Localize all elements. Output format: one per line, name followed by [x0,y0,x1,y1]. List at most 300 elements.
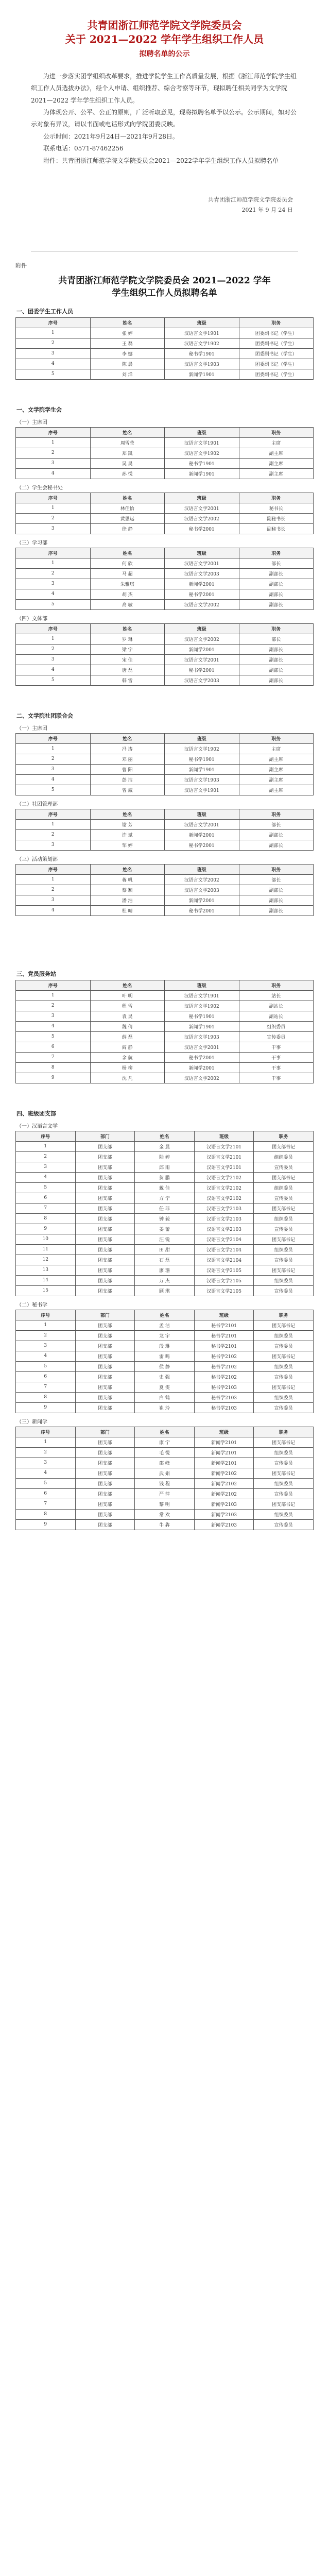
table-cell: 宣传委员 [254,1519,314,1530]
table-cell: 组织委员 [254,1478,314,1488]
table-cell: 雷 鸣 [135,1351,195,1361]
table-header-row [16,1131,314,1141]
table-cell: 团支部 [75,1172,135,1182]
table-cell: 5 [16,1182,76,1193]
table-cell: 副主席 [239,785,314,795]
table-cell: 组织委员 [254,1447,314,1458]
table-row [16,665,314,675]
subsection-heading: （二）社团管理部 [16,801,58,807]
table-cell: 汉语言文学2105 [194,1265,254,1275]
column-header: 班级 [165,809,239,819]
table-cell: 秘书学2103 [194,1402,254,1413]
table-cell: 1 [16,1320,76,1330]
table-cell: 3 [16,523,91,534]
table-cell: 3 [16,895,91,905]
table-row [16,1162,314,1172]
table-cell: 汉语言文学2002 [165,874,239,885]
notice-signature [31,195,298,215]
table-row [16,840,314,850]
table-cell: 副部长 [239,829,314,840]
table-cell: 副部长 [239,885,314,895]
table-cell: 郑 凯 [90,448,165,458]
table-cell: 汉语言文学2003 [165,675,239,685]
table-cell: 团支部书记 [254,1382,314,1392]
table-cell: 2 [16,513,91,523]
table-row [16,328,314,338]
table-cell: 2 [16,885,91,895]
table-row [16,338,314,348]
table-cell: 副部长 [239,654,314,665]
table-cell: 汉语言文学2103 [194,1203,254,1213]
table-cell: 7 [16,1203,76,1213]
table-cell: 团支部 [75,1341,135,1351]
column-header: 序号 [16,1427,76,1437]
subsection-heading: （一）汉语言文学 [16,1123,58,1129]
roster-table [15,733,314,795]
table-cell: 张 婷 [90,328,165,338]
table-cell: 秘书学1901 [165,1011,239,1021]
table-cell: 团支部 [75,1351,135,1361]
table-cell: 余 航 [90,1052,165,1062]
table-cell: 秘书学1901 [165,458,239,468]
table-cell: 3 [16,654,91,665]
table-cell: 团支部 [75,1234,135,1244]
column-header: 班级 [194,1131,254,1141]
table-cell: 团支部书记 [254,1499,314,1509]
table-cell: 团支部书记 [254,1172,314,1182]
table-cell: 副主席 [239,764,314,774]
table-cell: 贺 鹏 [135,1172,195,1182]
column-header: 职务 [239,980,314,990]
table-row [16,1361,314,1371]
table-cell: 顾 琪 [135,1285,195,1296]
column-header: 班级 [165,623,239,634]
column-header: 序号 [16,493,91,503]
table-cell: 2 [16,1330,76,1341]
table-cell: 团支部书记 [254,1265,314,1275]
table-row [16,1244,314,1255]
table-cell: 团支部书记 [254,1351,314,1361]
table-cell: 汉语言文学1901 [165,437,239,448]
table-cell: 黄思远 [90,513,165,523]
table-cell: 1 [16,634,91,644]
table-row [16,644,314,654]
table-cell: 副部长 [239,665,314,675]
table-cell: 汉语言文学2002 [165,513,239,523]
table-cell: 冯 涛 [90,743,165,754]
table-cell: 汉语言文学1903 [165,1031,239,1042]
table-row [16,774,314,785]
column-header: 职务 [239,809,314,819]
notice-paragraph: 附件：共青团浙江师范学院文学院委员会2021—2022学年学生组织工作人员拟聘名单 [43,157,279,164]
table-cell: 汉语言文学1902 [165,338,239,348]
table-cell: 新闻学2102 [194,1478,254,1488]
table-cell: 团委副书记（学生） [239,369,314,379]
table-row [16,1437,314,1447]
table-cell: 团支部 [75,1330,135,1341]
table-cell: 副主席 [239,458,314,468]
table-header-row [16,1427,314,1437]
table-cell: 9 [16,1519,76,1530]
roster-table [15,864,314,916]
table-row [16,1458,314,1468]
table-row [16,1073,314,1083]
table-cell: 8 [16,1392,76,1402]
notice-title-line1: 共青团浙江师范学院文学院委员会 [87,19,242,31]
notice-title [31,19,298,59]
table-cell: 汉语言文学2001 [165,558,239,568]
table-cell: 汉语言文学2002 [165,599,239,609]
table-cell: 4 [16,1021,91,1031]
table-row [16,1285,314,1296]
column-header: 序号 [16,427,91,437]
table-cell: 新闻学2001 [165,644,239,654]
table-cell: 干事 [239,1042,314,1052]
table-header-row [16,980,314,990]
table-row [16,1255,314,1265]
table-cell: 汉语言文学2001 [165,1042,239,1052]
table-cell: 新闻学2101 [194,1458,254,1468]
table-cell: 新闻学2101 [194,1437,254,1447]
table-cell: 1 [16,1437,76,1447]
table-cell: 汉语言文学2103 [194,1224,254,1234]
table-cell: 9 [16,1073,91,1083]
table-cell: 秘书学1901 [165,348,239,359]
table-cell: 3 [16,1341,76,1351]
table-cell: 3 [16,764,91,774]
table-cell: 曹 阳 [90,764,165,774]
column-header: 序号 [16,548,91,558]
table-cell: 潘 浩 [90,895,165,905]
column-header: 班级 [194,1310,254,1320]
table-cell: 汉语言文学2001 [165,819,239,829]
table-row [16,1234,314,1244]
table-cell: 组织委员 [254,1151,314,1162]
column-header: 姓名 [90,733,165,743]
column-header: 姓名 [135,1310,195,1320]
column-header: 班级 [165,733,239,743]
table-row [16,654,314,665]
table-cell: 团支部 [75,1203,135,1213]
column-header: 职务 [239,733,314,743]
table-cell: 4 [16,468,91,479]
table-row [16,1468,314,1478]
table-cell: 汉语言文学1903 [165,359,239,369]
table-cell: 宣传委员 [254,1285,314,1296]
table-cell: 14 [16,1275,76,1285]
table-cell: 宣传委员 [254,1402,314,1413]
table-cell: 组织委员 [254,1213,314,1224]
table-cell: 王 磊 [90,338,165,348]
table-cell: 团支部 [75,1141,135,1151]
table-cell: 团支部 [75,1255,135,1265]
table-cell: 汉语言文学2102 [194,1182,254,1193]
column-header: 姓名 [90,864,165,874]
table-cell: 6 [16,1042,91,1052]
table-cell: 团支部书记 [254,1234,314,1244]
table-row [16,468,314,479]
table-cell: 组织委员 [254,1509,314,1519]
table-header-row [16,864,314,874]
table-cell: 汉语言文学2101 [194,1151,254,1162]
roster-table [15,809,314,851]
table-row [16,1193,314,1203]
column-header: 班级 [165,980,239,990]
table-row [16,829,314,840]
table-cell: 副部长 [239,905,314,916]
table-cell: 副部长 [239,599,314,609]
table-cell: 汉语言文学2104 [194,1234,254,1244]
table-row [16,874,314,885]
table-cell: 秘书学2101 [194,1330,254,1341]
table-cell: 副秘书长 [239,513,314,523]
table-row [16,634,314,644]
table-cell: 组织委员 [254,1182,314,1193]
table-cell: 副站长 [239,1001,314,1011]
table-row [16,1320,314,1330]
table-cell: 1 [16,743,91,754]
table-cell: 汉语言文学2002 [165,634,239,644]
table-cell: 汉语言文学2104 [194,1255,254,1265]
table-row [16,1351,314,1361]
table-row [16,369,314,379]
table-cell: 新闻学2101 [194,1447,254,1458]
table-row [16,558,314,568]
table-cell: 新闻学1901 [165,369,239,379]
table-row [16,348,314,359]
table-cell: 吴 昊 [90,458,165,468]
table-row [16,1371,314,1382]
table-cell: 汉语言文学2101 [194,1141,254,1151]
table-cell: 5 [16,1031,91,1042]
section-heading: 一、团委学生工作人员 [16,308,73,315]
table-cell: 汉语言文学1902 [165,448,239,458]
subsection-heading: （二）秘书学 [16,1302,47,1308]
table-cell: 副部长 [239,568,314,579]
table-cell: 8 [16,1062,91,1073]
table-cell: 部长 [239,634,314,644]
table-cell: 团支部 [75,1447,135,1458]
table-cell: 武 娟 [135,1468,195,1478]
table-cell: 陈 晨 [90,359,165,369]
column-header: 职务 [239,427,314,437]
subsection-heading: （一）主席团 [16,419,47,426]
table-cell: 2 [16,448,91,458]
table-row [16,448,314,458]
column-header: 职务 [239,623,314,634]
table-cell: 汉语言文学2003 [165,568,239,579]
table-row [16,1499,314,1509]
table-cell: 任 菲 [135,1203,195,1213]
table-cell: 秘书学2103 [194,1382,254,1392]
table-row [16,1182,314,1193]
table-cell: 团支部 [75,1402,135,1413]
table-header-row [16,548,314,558]
notice-paragraph: 联系电话：0571-87462256 [43,145,124,152]
table-row [16,754,314,764]
table-cell: 汉语言文学2102 [194,1193,254,1203]
table-cell: 6 [16,1488,76,1499]
table-cell: 宣传委员 [254,1162,314,1172]
table-header-row [16,1310,314,1320]
table-cell: 秘书学2103 [194,1392,254,1402]
table-cell: 秘书学2001 [165,840,239,850]
table-cell: 站长 [239,990,314,1001]
table-cell: 副部长 [239,675,314,685]
table-cell: 副主席 [239,448,314,458]
section-spacer [15,916,314,962]
roster-table [15,548,314,610]
table-cell: 2 [16,754,91,764]
table-cell: 1 [16,874,91,885]
table-cell: 常 欢 [135,1509,195,1519]
table-cell: 马 超 [90,568,165,579]
roster-table [15,623,314,686]
table-cell: 叶 明 [90,990,165,1001]
table-cell: 团委副书记（学生） [239,359,314,369]
table-cell: 3 [16,1162,76,1172]
table-cell: 干事 [239,1062,314,1073]
section-heading: 二、文学院社团联合会 [16,712,73,719]
table-cell: 新闻学1901 [165,1021,239,1031]
table-row [16,743,314,754]
column-header: 姓名 [90,427,165,437]
table-cell: 4 [16,665,91,675]
table-cell: 1 [16,819,91,829]
table-cell: 2 [16,1001,91,1011]
table-cell: 团支部 [75,1458,135,1468]
column-header: 部门 [75,1131,135,1141]
table-cell: 万 杰 [135,1275,195,1285]
table-cell: 秘书学2102 [194,1361,254,1371]
table-cell: 2 [16,1447,76,1458]
table-cell: 团支部 [75,1382,135,1392]
attachment-section [0,252,329,1530]
table-row [16,458,314,468]
table-row [16,599,314,609]
table-row [16,990,314,1001]
table-cell: 组织委员 [254,1244,314,1255]
section-spacer [15,380,314,398]
table-cell: 高 敏 [90,599,165,609]
table-cell: 7 [16,1382,76,1392]
table-cell: 团支部 [75,1437,135,1447]
table-cell: 副主席 [239,754,314,764]
column-header: 姓名 [135,1131,195,1141]
notice-body [31,71,298,167]
table-cell: 钟 毅 [135,1213,195,1224]
table-cell: 2 [16,568,91,579]
table-cell: 魏 倩 [90,1021,165,1031]
table-cell: 1 [16,328,91,338]
table-row [16,1341,314,1351]
table-cell: 秘书学2101 [194,1341,254,1351]
table-cell: 汉语言文学1901 [165,328,239,338]
table-cell: 3 [16,1458,76,1468]
column-header: 序号 [16,623,91,634]
table-row [16,568,314,579]
table-cell: 新闻学2001 [165,1062,239,1073]
column-header: 部门 [75,1310,135,1320]
table-cell: 秘书学2001 [165,589,239,599]
table-cell: 姜 蕾 [135,1224,195,1234]
section-heading: 四、班级团支部 [16,1110,56,1117]
table-cell: 5 [16,785,91,795]
table-cell: 邓 丽 [90,754,165,764]
table-cell: 新闻学2103 [194,1519,254,1530]
column-header: 序号 [16,733,91,743]
roster-table [15,1310,314,1413]
table-cell: 新闻学2102 [194,1488,254,1499]
table-cell: 4 [16,1172,76,1182]
column-header: 序号 [16,1310,76,1320]
table-row [16,1052,314,1062]
table-cell: 9 [16,1224,76,1234]
table-cell: 副主席 [239,468,314,479]
table-cell: 秘书学2102 [194,1351,254,1361]
table-cell: 5 [16,1361,76,1371]
column-header: 序号 [16,1131,76,1141]
table-row [16,819,314,829]
table-cell: 彭 洁 [90,774,165,785]
table-cell: 团支部书记 [254,1141,314,1151]
notice-title-line3: 拟聘名单的公示 [139,50,190,58]
table-cell: 组织委员 [239,1021,314,1031]
table-cell: 5 [16,369,91,379]
table-row [16,589,314,599]
table-cell: 钱 程 [135,1478,195,1488]
table-cell: 2 [16,338,91,348]
table-cell: 史 强 [135,1371,195,1382]
column-header: 部门 [75,1427,135,1437]
table-row [16,675,314,685]
column-header: 姓名 [90,623,165,634]
table-cell: 新闻学1901 [165,468,239,479]
table-cell: 12 [16,1255,76,1265]
table-header-row [16,427,314,437]
table-cell: 团支部 [75,1151,135,1162]
table-row [16,579,314,589]
table-cell: 团支部 [75,1162,135,1172]
column-header: 班级 [165,864,239,874]
attachment-title [15,275,314,300]
table-cell: 宣传委员 [254,1371,314,1382]
table-cell: 3 [16,458,91,468]
table-cell: 秘书学2001 [165,665,239,675]
column-header: 姓名 [135,1427,195,1437]
table-cell: 团支部书记 [254,1203,314,1213]
table-cell: 新闻学2102 [194,1468,254,1478]
table-cell: 廖 珊 [135,1265,195,1275]
table-cell: 团支部 [75,1275,135,1285]
table-cell: 5 [16,1478,76,1488]
table-cell: 7 [16,1499,76,1509]
table-cell: 龙 宇 [135,1330,195,1341]
table-header-row [16,809,314,819]
table-cell: 杜 晴 [90,905,165,916]
section-heading: 三、党员服务站 [16,970,56,977]
table-row [16,1031,314,1042]
notice-paragraph: 公示时间：2021年9月24日—2021年9月28日。 [43,132,179,140]
table-row [16,1509,314,1519]
table-cell: 团支部 [75,1182,135,1193]
table-cell: 团支部 [75,1213,135,1224]
table-row [16,1213,314,1224]
roster-table [15,493,314,534]
table-row [16,1478,314,1488]
column-header: 班级 [194,1427,254,1437]
table-cell: 秘书学2001 [165,523,239,534]
